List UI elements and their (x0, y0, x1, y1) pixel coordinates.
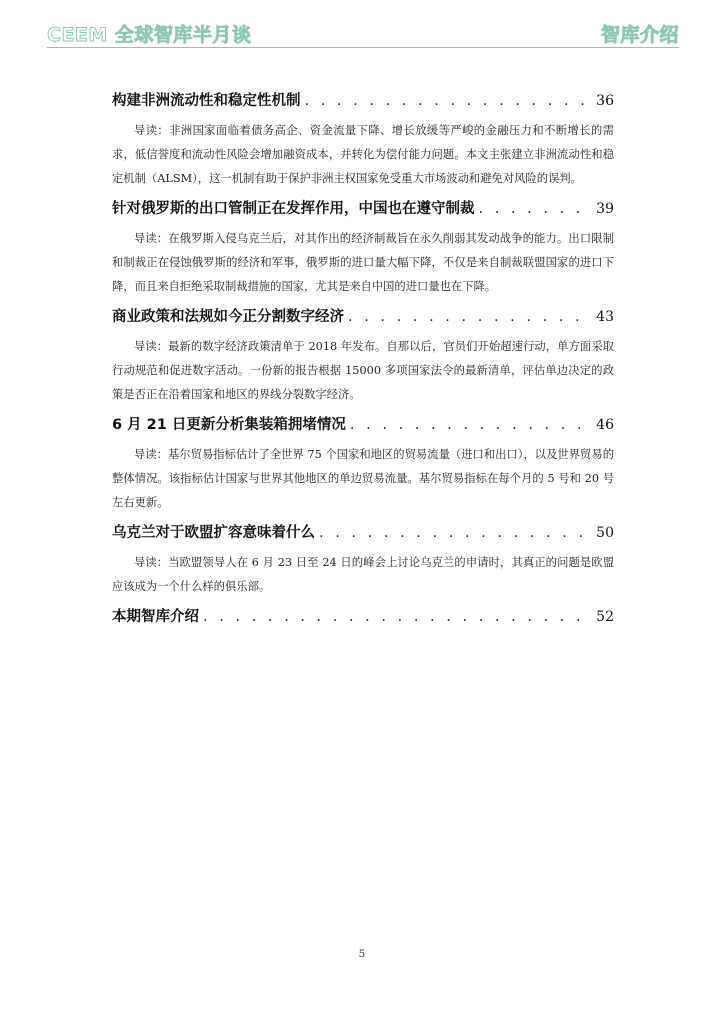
toc-leader-dots (319, 525, 592, 541)
toc-entry (112, 197, 614, 299)
toc-entry-page[interactable]: 36 (596, 93, 614, 109)
page-header (47, 20, 679, 48)
toc-leader-dots (305, 93, 593, 109)
toc-entry-title-row[interactable] (112, 605, 614, 629)
toc-entry (112, 89, 614, 191)
toc-leader-dots (203, 609, 592, 625)
toc-entry-abstract: 导读：在俄罗斯入侵乌克兰后，对其作出的经济制裁旨在永久削弱其发动战争的能力。出口限制和制裁正在侵蚀俄罗斯的经济和军事，俄罗斯的进口量大幅下降，不仅是来自制裁联盟国家的进口下降，而且来自拒绝采取制裁措施的国家，尤其是来自中国的进口量也在下降。 (112, 232, 614, 293)
toc-entry (112, 413, 614, 515)
toc-entry-abstract: 导读：基尔贸易指标估计了全世界 75 个国家和地区的贸易流量（进口和出口），以及世界贸易的整体情况。该指标估计国家与世界其他地区的单边贸易流量。基尔贸易指标在每个月的 5 号和 20 号左右更新。 (112, 448, 614, 509)
toc-entry-title-row[interactable] (112, 305, 614, 329)
toc-entry-title[interactable]: 针对俄罗斯的出口管制正在发挥作用，中国也在遵守制裁 (112, 201, 475, 217)
toc-entry-page[interactable]: 52 (596, 609, 614, 625)
toc-entry-page[interactable]: 50 (596, 525, 614, 541)
toc-entry (112, 605, 614, 629)
header-divider (47, 47, 679, 48)
toc-entry-page[interactable]: 46 (596, 417, 614, 433)
table-of-contents (112, 89, 614, 629)
toc-leader-dots (348, 309, 592, 325)
toc-entry-abstract: 导读：最新的数字经济政策清单于 2018 年发布。自那以后，官员们开始超速行动，单方面采取行动规范和促进数字活动。一份新的报告根据 15000 多项国家法令的最新清单，评估单边决定的政策是否正在沿着国家和地区的界线分裂数字经济。 (112, 340, 614, 401)
toc-entry-title-row[interactable] (112, 521, 614, 545)
toc-leader-dots (350, 417, 592, 433)
toc-entry (112, 521, 614, 599)
header-publication-title: CEEM 全球智库半月谈 (47, 24, 252, 46)
toc-entry-title[interactable]: 商业政策和法规如今正分割数字经济 (112, 309, 344, 325)
page-number: 5 (358, 948, 366, 960)
toc-entry-title[interactable]: 构建非洲流动性和稳定性机制 (112, 93, 301, 109)
toc-entry-title-row[interactable] (112, 89, 614, 113)
toc-entry-page[interactable]: 39 (596, 201, 614, 217)
toc-entry-title-row[interactable] (112, 413, 614, 437)
header-section-title: 智库介绍 (600, 24, 679, 46)
toc-entry-abstract: 导读：非洲国家面临着债务高企、资金流量下降、增长放缓等严峻的金融压力和不断增长的需求，低信誉度和流动性风险会增加融资成本，并转化为偿付能力问题。本文主张建立非洲流动性和稳定机制（ALSM），这一机制有助于保护非洲主权国家免受重大市场波动和避免对风险的误判。 (112, 124, 614, 185)
toc-entry-title[interactable]: 乌克兰对于欧盟扩容意味着什么 (112, 525, 315, 541)
toc-entry (112, 305, 614, 407)
toc-leader-dots (479, 201, 593, 217)
toc-entry-title-row[interactable] (112, 197, 614, 221)
toc-entry-abstract: 导读：当欧盟领导人在 6 月 23 日至 24 日的峰会上讨论乌克兰的申请时，其真正的问题是欧盟应该成为一个什么样的俱乐部。 (112, 556, 614, 593)
toc-entry-title[interactable]: 6 月 21 日更新分析集装箱拥堵情况 (112, 417, 346, 433)
toc-entry-title[interactable]: 本期智库介绍 (112, 609, 199, 625)
toc-entry-page[interactable]: 43 (596, 309, 614, 325)
